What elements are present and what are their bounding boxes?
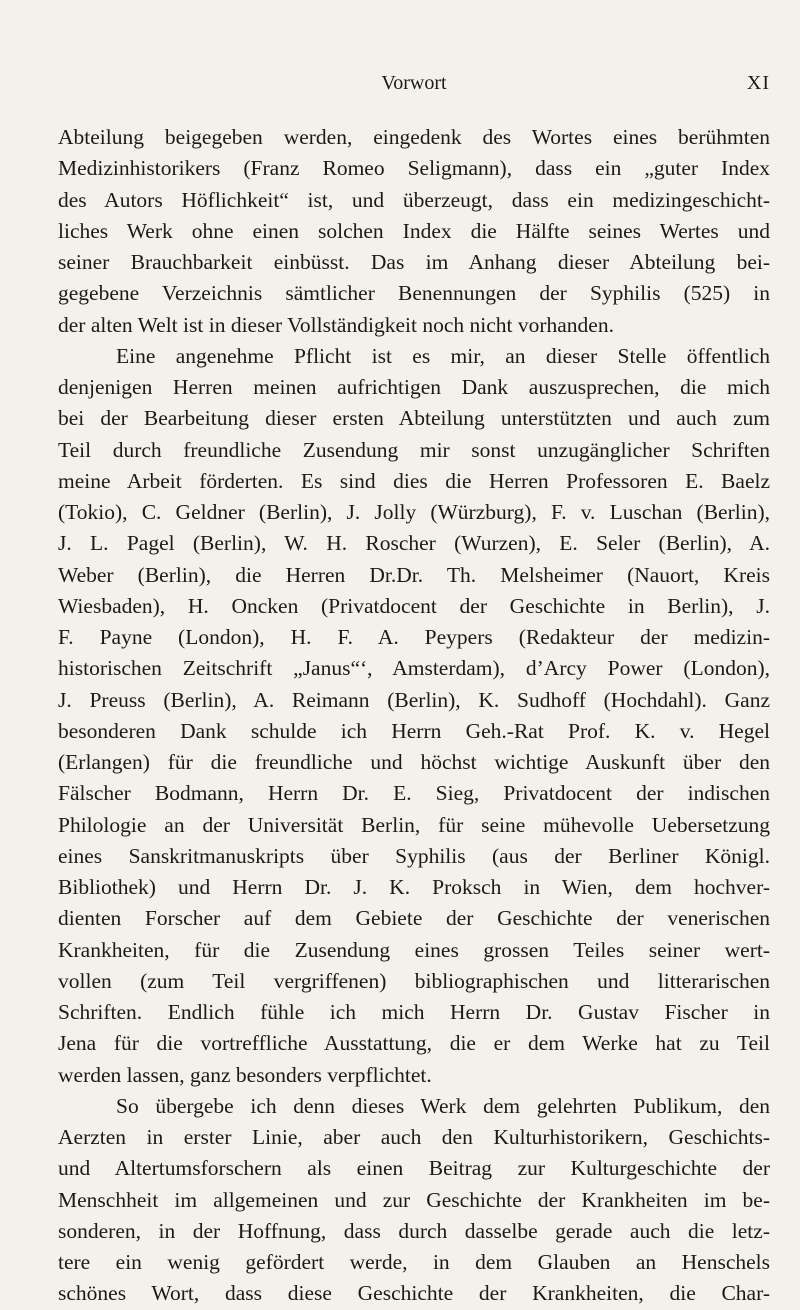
text-line: vollen (zum Teil vergriffenen) bibliographischen und litterarischen — [58, 968, 770, 993]
text-line: und Altertumsforschern als einen Beitrag zur Kulturgeschichte der — [58, 1156, 770, 1181]
text-line: Philologie an der Universität Berlin, für seine mühevolle Uebersetzung — [58, 812, 770, 837]
text-line: besonderen Dank schulde ich Herrn Geh.-Rat Prof. K. v. Hegel — [58, 718, 770, 743]
text-line: Teil durch freundliche Zusendung mir sonst unzugänglicher Schriften — [58, 437, 770, 462]
text-line: F. Payne (London), H. F. A. Peypers (Redakteur der medizin- — [58, 625, 770, 649]
body-text — [58, 122, 770, 1310]
text-line: eines Sanskritmanuskripts über Syphilis (aus der Berliner Königl. — [58, 843, 770, 868]
text-line: So übergebe ich denn dieses Werk dem gelehrten Publikum, den — [116, 1093, 770, 1118]
text-line: Krankheiten, für die Zusendung eines grossen Teiles seiner wert- — [58, 937, 770, 962]
text-line: sonderen, in der Hoffnung, dass durch dasselbe gerade auch die letz- — [58, 1218, 770, 1243]
running-head — [58, 64, 770, 92]
text-line: Fälscher Bodmann, Herrn Dr. E. Sieg, Privatdocent der indischen — [58, 781, 770, 806]
text-line: J. L. Pagel (Berlin), W. H. Roscher (Wurzen), E. Seler (Berlin), A. — [58, 531, 770, 556]
text-line: Weber (Berlin), die Herren Dr.Dr. Th. Melsheimer (Nauort, Kreis — [58, 562, 770, 587]
text-line: seiner Brauchbarkeit einbüsst. Das im Anhang dieser Abteilung bei- — [58, 250, 770, 274]
text-line: Menschheit im allgemeinen und zur Geschichte der Krankheiten im be- — [58, 1187, 770, 1212]
text-line: J. Preuss (Berlin), A. Reimann (Berlin), K. Sudhoff (Hochdahl). Ganz — [58, 687, 770, 712]
text-line: Abteilung beigegeben werden, eingedenk des Wortes eines berühmten — [58, 125, 770, 149]
text-line: denjenigen Herren meinen aufrichtigen Dank auszusprechen, die mich — [58, 375, 770, 399]
text-line: historischen Zeitschrift „Janus“‘, Amsterdam), d’Arcy Power (London), — [58, 656, 770, 681]
text-line: tere ein wenig gefördert werde, in dem Glauben an Henschels — [58, 1250, 770, 1274]
text-line: des Autors Höflichkeit“ ist, und überzeugt, dass ein medizingeschicht- — [58, 187, 770, 212]
text-line: Jena für die vortreffliche Ausstattung, die er dem Werke hat zu Teil — [58, 1031, 770, 1056]
text-line: Schriften. Endlich fühle ich mich Herrn Dr. Gustav Fischer in — [58, 1000, 770, 1024]
text-line: gegebene Verzeichnis sämtlicher Benennungen der Syphilis (525) in — [58, 281, 770, 306]
text-line: Aerzten in erster Linie, aber auch den Kulturhistorikern, Geschichts- — [58, 1125, 770, 1149]
text-line: Eine angenehme Pflicht ist es mir, an dieser Stelle öffentlich — [116, 343, 770, 368]
text-line: bei der Bearbeitung dieser ersten Abteilung unterstützten und auch zum — [58, 406, 770, 431]
text-line: meine Arbeit förderten. Es sind dies die Herren Professoren E. Baelz — [58, 468, 770, 493]
text-line: werden lassen, ganz besonders verpflichtet. — [58, 1062, 432, 1087]
page-number: XI — [746, 72, 770, 94]
text-line: Bibliothek) und Herrn Dr. J. K. Proksch in Wien, dem hochver- — [58, 875, 770, 899]
text-line: der alten Welt ist in dieser Vollständigkeit noch nicht vorhanden. — [58, 312, 614, 337]
text-line: (Erlangen) für die freundliche und höchst wichtige Auskunft über den — [58, 750, 770, 774]
text-line: Medizinhistorikers (Franz Romeo Seligmann), dass ein „guter Index — [58, 156, 770, 181]
text-line: dienten Forscher auf dem Gebiete der Geschichte der venerischen — [58, 906, 770, 931]
text-line: (Tokio), C. Geldner (Berlin), J. Jolly (Würzburg), F. v. Luschan (Berlin), — [58, 500, 770, 524]
text-line: Wiesbaden), H. Oncken (Privatdocent der Geschichte in Berlin), J. — [58, 593, 770, 618]
text-line: liches Werk ohne einen solchen Index die Hälfte seines Wertes und — [58, 218, 770, 243]
text-line: schönes Wort, dass diese Geschichte der Krankheiten, die Char- — [58, 1281, 770, 1306]
running-title: Vorwort — [381, 72, 447, 94]
